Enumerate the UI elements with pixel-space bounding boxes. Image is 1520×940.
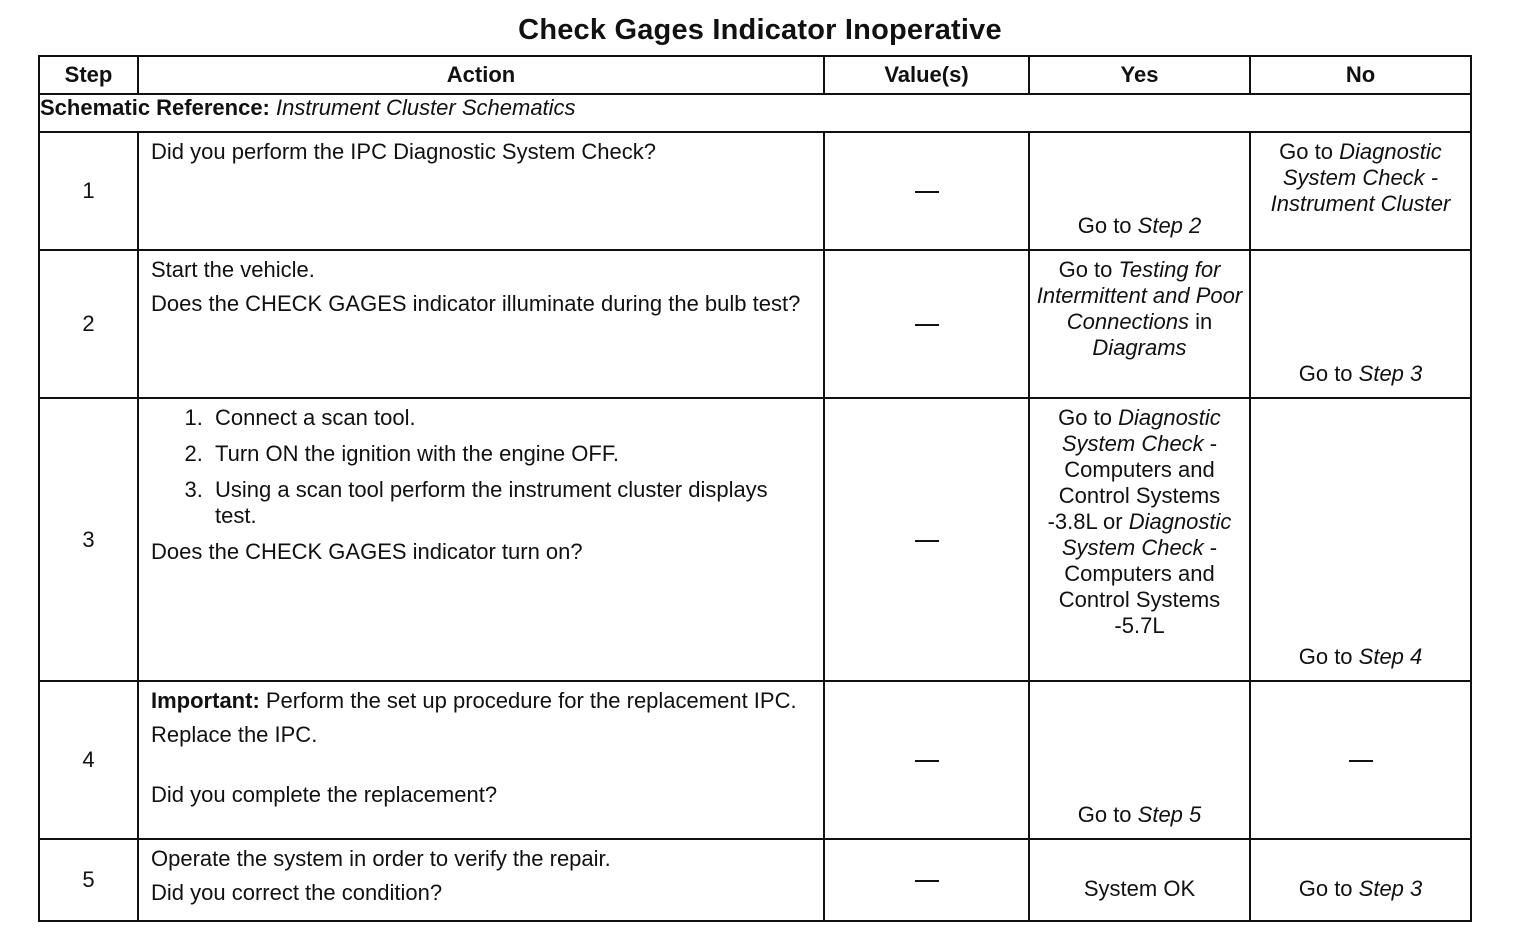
table-row — [39, 839, 1471, 921]
action-cell — [138, 250, 824, 398]
action-question: Does the CHECK GAGES indicator illuminate during the bulb test? — [151, 291, 801, 316]
list-item: 1. Connect a scan tool. — [209, 405, 811, 431]
diagnostic-table — [38, 55, 1472, 922]
action-steps-list — [151, 405, 811, 529]
yes-goto: Go to Step 2 — [1077, 213, 1202, 238]
important-note — [151, 688, 811, 714]
step-number: 5 — [39, 839, 138, 921]
yes-link[interactable]: Step 2 — [1137, 213, 1202, 238]
schematic-link[interactable]: Instrument Cluster Schematics — [276, 95, 576, 120]
no-goto: Go to Step 3 — [1298, 876, 1423, 901]
no-link[interactable]: Step 3 — [1358, 361, 1423, 386]
no-cell — [1250, 839, 1471, 921]
table-row — [39, 681, 1471, 839]
action-cell — [138, 132, 824, 250]
yes-link[interactable]: Step 5 — [1137, 802, 1202, 827]
action-cell — [138, 681, 824, 839]
value-cell — [824, 398, 1029, 681]
em-dash-icon — [1349, 760, 1373, 762]
important-label: Important: — [151, 688, 260, 713]
list-item: 2. Turn ON the ignition with the engine OFF. — [209, 441, 811, 467]
no-goto: Go to Step 4 — [1298, 644, 1423, 669]
em-dash-icon — [915, 191, 939, 193]
yes-link[interactable]: Testing for Intermittent and Poor Connections — [1036, 257, 1243, 334]
action-question: Does the CHECK GAGES indicator turn on? — [151, 539, 583, 564]
action-text: Start the vehicle. — [151, 257, 315, 282]
yes-goto: Go to Testing for Intermittent and Poor Connections in Diagrams — [1036, 257, 1243, 360]
yes-cell — [1029, 398, 1250, 681]
action-cell — [138, 839, 824, 921]
page-title: Check Gages Indicator Inoperative — [518, 14, 1002, 46]
action-question: Did you correct the condition? — [151, 880, 443, 905]
header-no: No — [1250, 56, 1471, 94]
no-link[interactable]: Step 4 — [1358, 644, 1423, 669]
no-link[interactable]: Step 3 — [1358, 876, 1423, 901]
em-dash-icon — [915, 760, 939, 762]
no-cell — [1250, 398, 1471, 681]
em-dash-icon — [915, 880, 939, 882]
table-row — [39, 250, 1471, 398]
action-cell — [138, 398, 824, 681]
header-step: Step — [39, 56, 138, 94]
no-cell — [1250, 681, 1471, 839]
table-row — [39, 132, 1471, 250]
yes-cell — [1029, 839, 1250, 921]
yes-result: System OK — [1083, 876, 1196, 901]
no-cell — [1250, 250, 1471, 398]
table-row — [39, 398, 1471, 681]
step-number: 1 — [39, 132, 138, 250]
list-item: 3. Using a scan tool perform the instrument cluster displays test. — [209, 477, 811, 529]
yes-link[interactable]: Diagnostic System Check — [1061, 405, 1221, 456]
value-cell — [824, 681, 1029, 839]
value-cell — [824, 132, 1029, 250]
step-number: 3 — [39, 398, 138, 681]
header-row — [39, 56, 1471, 94]
value-cell — [824, 250, 1029, 398]
no-goto: Go to Step 3 — [1298, 361, 1423, 386]
yes-goto: Go to Step 5 — [1077, 802, 1202, 827]
no-goto: Go to Diagnostic System Check - Instrument Cluster — [1270, 139, 1451, 216]
yes-link-2[interactable]: Diagnostic System Check — [1061, 509, 1232, 560]
yes-cell — [1029, 681, 1250, 839]
action-question: Did you complete the replacement? — [151, 782, 498, 807]
em-dash-icon — [915, 540, 939, 542]
yes-cell — [1029, 250, 1250, 398]
action-text: Replace the IPC. — [151, 722, 318, 747]
action-text: Did you perform the IPC Diagnostic System Check? — [151, 139, 656, 164]
schematic-reference-row — [39, 94, 1471, 132]
step-number: 4 — [39, 681, 138, 839]
header-action: Action — [138, 56, 824, 94]
header-values: Value(s) — [824, 56, 1029, 94]
header-yes: Yes — [1029, 56, 1250, 94]
em-dash-icon — [915, 324, 939, 326]
no-cell — [1250, 132, 1471, 250]
value-cell — [824, 839, 1029, 921]
yes-goto: Go to Diagnostic System Check - Computers and Control Systems -3.8L or Diagnostic System Check - Computers and Control Systems -5.7L — [1047, 405, 1232, 638]
schematic-reference — [39, 94, 1471, 132]
action-text: Operate the system in order to verify the repair. — [151, 846, 611, 871]
schematic-label: Schematic Reference: — [40, 95, 270, 120]
step-number: 2 — [39, 250, 138, 398]
yes-cell — [1029, 132, 1250, 250]
no-link[interactable]: Diagnostic System Check - Instrument Cluster — [1270, 139, 1451, 216]
yes-link-2[interactable]: Diagrams — [1092, 335, 1187, 360]
important-text: Perform the set up procedure for the replacement IPC. — [259, 688, 797, 713]
